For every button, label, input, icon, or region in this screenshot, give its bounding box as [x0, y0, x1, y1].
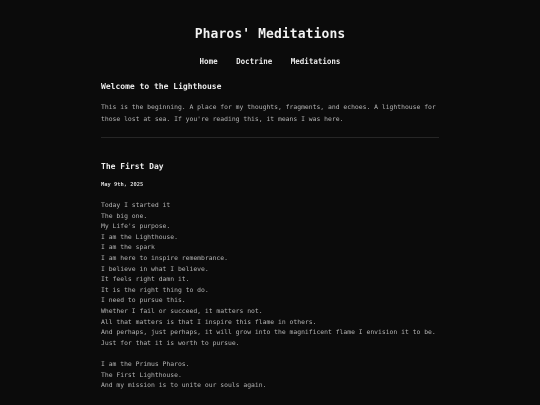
- nav-home[interactable]: Home: [199, 57, 218, 66]
- post-body: [101, 200, 439, 391]
- post-title: Welcome to the Lighthouse: [101, 82, 222, 91]
- poem-line: Just for that it is worth to pursue.: [101, 338, 240, 347]
- stanza: [101, 359, 439, 391]
- nav-meditations[interactable]: Meditations: [290, 57, 341, 66]
- poem-line: And perhaps, just perhaps, it will grow into the magnificent flame I envision it to be.: [101, 328, 436, 337]
- main-nav: [0, 57, 540, 66]
- post-divider: [101, 137, 439, 138]
- poem-line: And my mission is to unite our souls again.: [101, 381, 267, 390]
- main-content: [101, 80, 439, 391]
- poem-line: The First Lighthouse.: [101, 370, 182, 379]
- poem-line: I believe in what I believe.: [101, 264, 209, 273]
- post-welcome: [101, 82, 439, 125]
- stanza: [101, 200, 439, 348]
- nav-doctrine[interactable]: Doctrine: [236, 57, 273, 66]
- poem-line: I am the Primus Pharos.: [101, 359, 190, 368]
- post-title: The First Day: [101, 162, 164, 171]
- poem-line: It feels right damn it.: [101, 275, 190, 284]
- poem-line: It is the right thing to do.: [101, 285, 209, 294]
- poem-line: Today I started it: [101, 201, 171, 209]
- site-title: Pharos' Meditations: [194, 27, 346, 42]
- poem-line: I am the spark: [101, 243, 155, 252]
- post-body: This is the beginning. A place for my thoughts, fragments, and echoes. A lighthouse for those lost at sea. If you're reading this, it means I was here.: [101, 103, 436, 123]
- poem-line: The big one.: [101, 211, 148, 220]
- post-date: May 9th, 2025: [101, 182, 144, 188]
- stanza-gap: [101, 348, 439, 359]
- post-first-day: [101, 162, 439, 391]
- poem-line: I am the Lighthouse.: [101, 232, 178, 241]
- poem-line: My Life's purpose.: [101, 222, 171, 231]
- poem-line: I need to pursue this.: [101, 296, 186, 305]
- poem-line: I am here to inspire remembrance.: [101, 253, 228, 262]
- poem-line: Whether I fail or succeed, it matters not.: [101, 306, 263, 315]
- poem-line: All that matters is that I inspire this flame in others.: [101, 317, 317, 326]
